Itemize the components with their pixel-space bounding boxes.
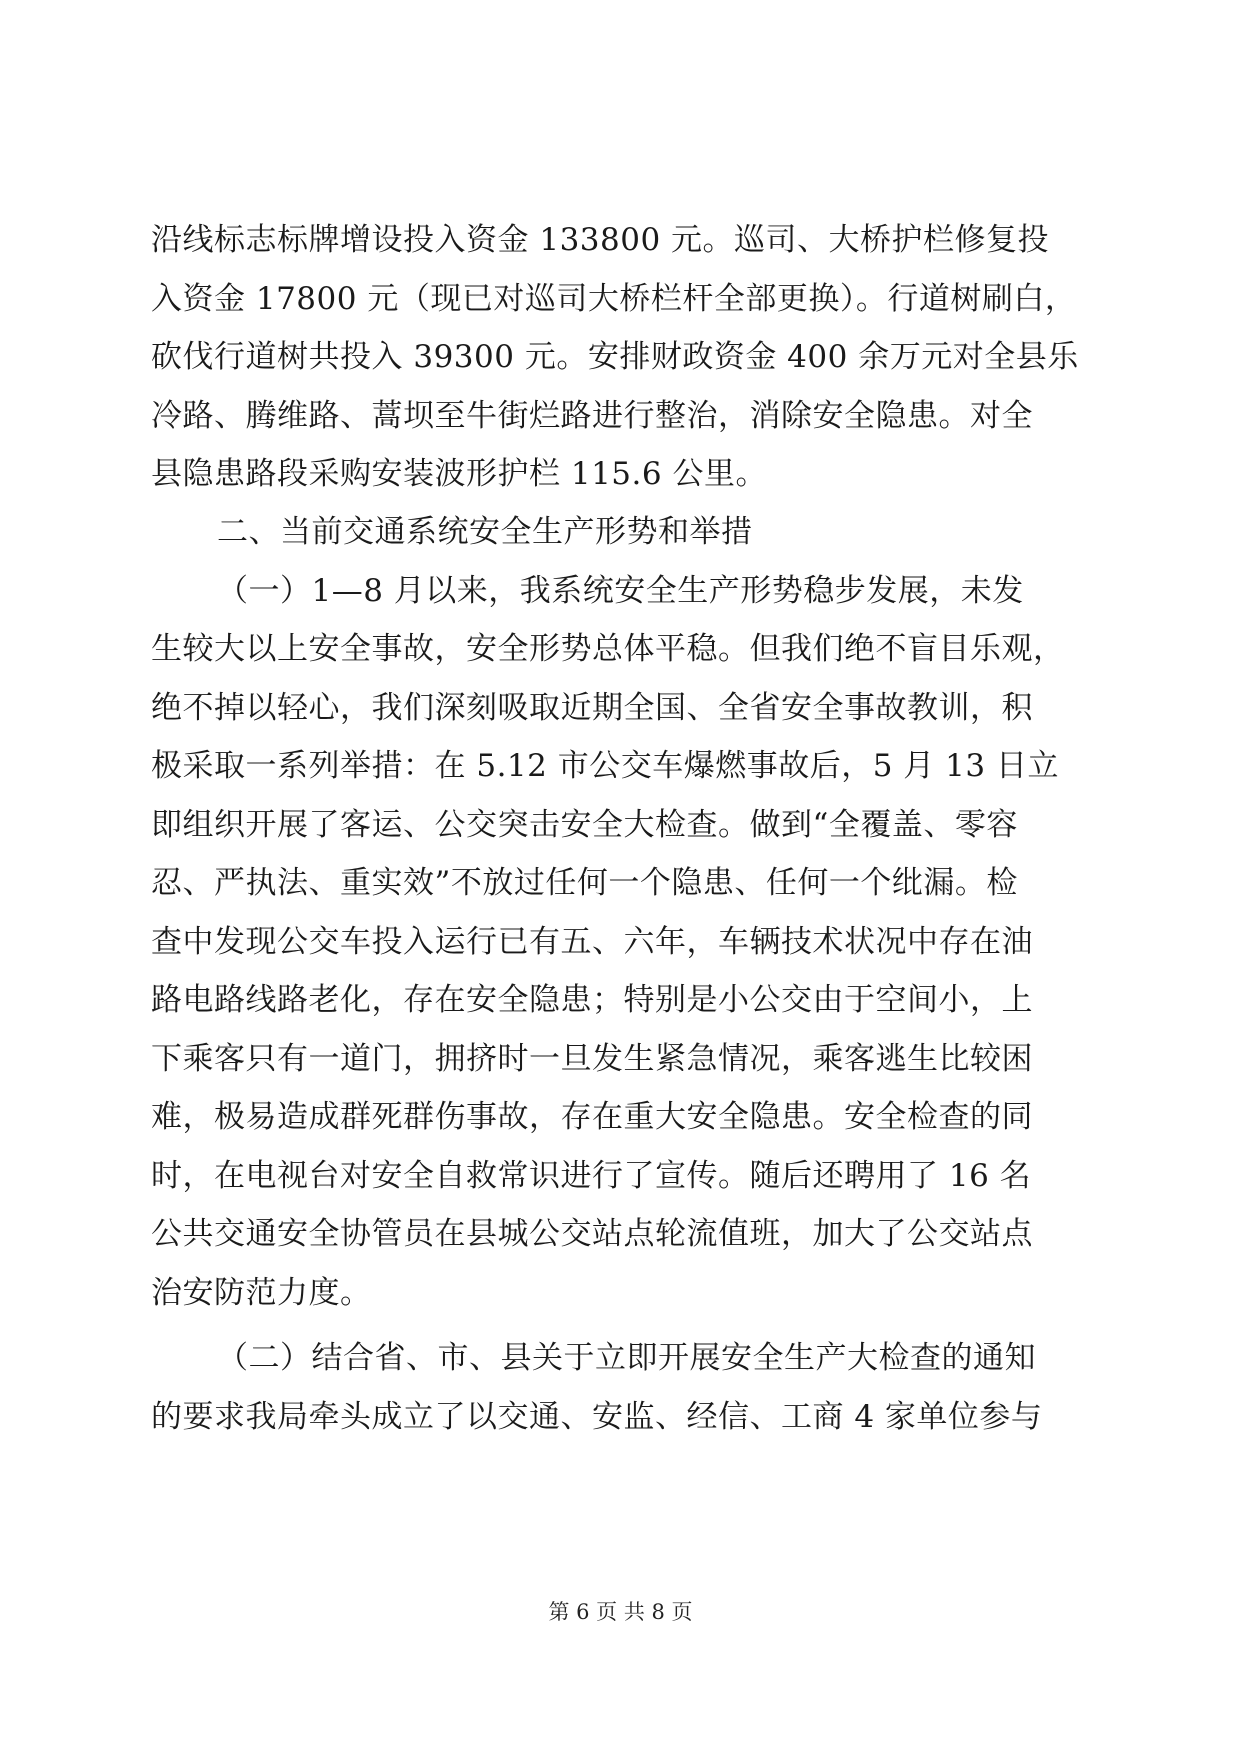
paragraph-line: 生较大以上安全事故，安全形势总体平稳。但我们绝不盲目乐观， <box>151 631 1065 667</box>
paragraph-line: 砍伐行道树共投入 39300 元。安排财政资金 400 余万元对全县乐 <box>151 339 1079 375</box>
paragraph-line: 时，在电视台对安全自救常识进行了宣传。随后还聘用了 16 名 <box>151 1158 1032 1194</box>
paragraph-line: 忍、严执法、重实效”不放过任何一个隐患、任何一个纰漏。检 <box>151 865 1018 901</box>
paragraph-line: 冷路、腾维路、蒿坝至牛街烂路进行整治，消除安全隐患。对全 <box>151 398 1033 434</box>
paragraph-line: 入资金 17800 元（现已对巡司大桥栏杆全部更换）。行道树刷白， <box>151 281 1077 317</box>
paragraph-line: 路电路线路老化，存在安全隐患；特别是小公交由于空间小，上 <box>151 982 1033 1018</box>
paragraph-line: 极采取一系列举措：在 5.12 市公交车爆燃事故后，5 月 13 日立 <box>151 748 1059 784</box>
paragraph-line: （二）结合省、市、县关于立即开展安全生产大检查的通知 <box>217 1340 1036 1376</box>
page-number-footer: 第 6 页 共 8 页 <box>548 1600 693 1624</box>
paragraph-line: （一）1—8 月以来，我系统安全生产形势稳步发展，未发 <box>217 573 1024 609</box>
paragraph-line: 查中发现公交车投入运行已有五、六年，车辆技术状况中存在油 <box>151 924 1033 960</box>
paragraph-line: 即组织开展了客运、公交突击安全大检查。做到“全覆盖、零容 <box>151 807 1018 843</box>
paragraph-line: 的要求我局牵头成立了以交通、安监、经信、工商 4 家单位参与 <box>151 1399 1043 1435</box>
paragraph-line: 公共交通安全协管员在县城公交站点轮流值班，加大了公交站点 <box>151 1216 1033 1252</box>
section-heading: 二、当前交通系统安全生产形势和举措 <box>217 514 753 550</box>
paragraph-line: 县隐患路段采购安装波形护栏 115.6 公里。 <box>151 456 767 492</box>
paragraph-line: 难，极易造成群死群伤事故，存在重大安全隐患。安全检查的同 <box>151 1099 1033 1135</box>
paragraph-line: 沿线标志标牌增设投入资金 133800 元。巡司、大桥护栏修复投 <box>151 222 1050 258</box>
paragraph-line: 绝不掉以轻心，我们深刻吸取近期全国、全省安全事故教训，积 <box>151 690 1033 726</box>
paragraph-line: 下乘客只有一道门，拥挤时一旦发生紧急情况，乘客逃生比较困 <box>151 1041 1033 1077</box>
paragraph-line: 治安防范力度。 <box>151 1275 372 1311</box>
